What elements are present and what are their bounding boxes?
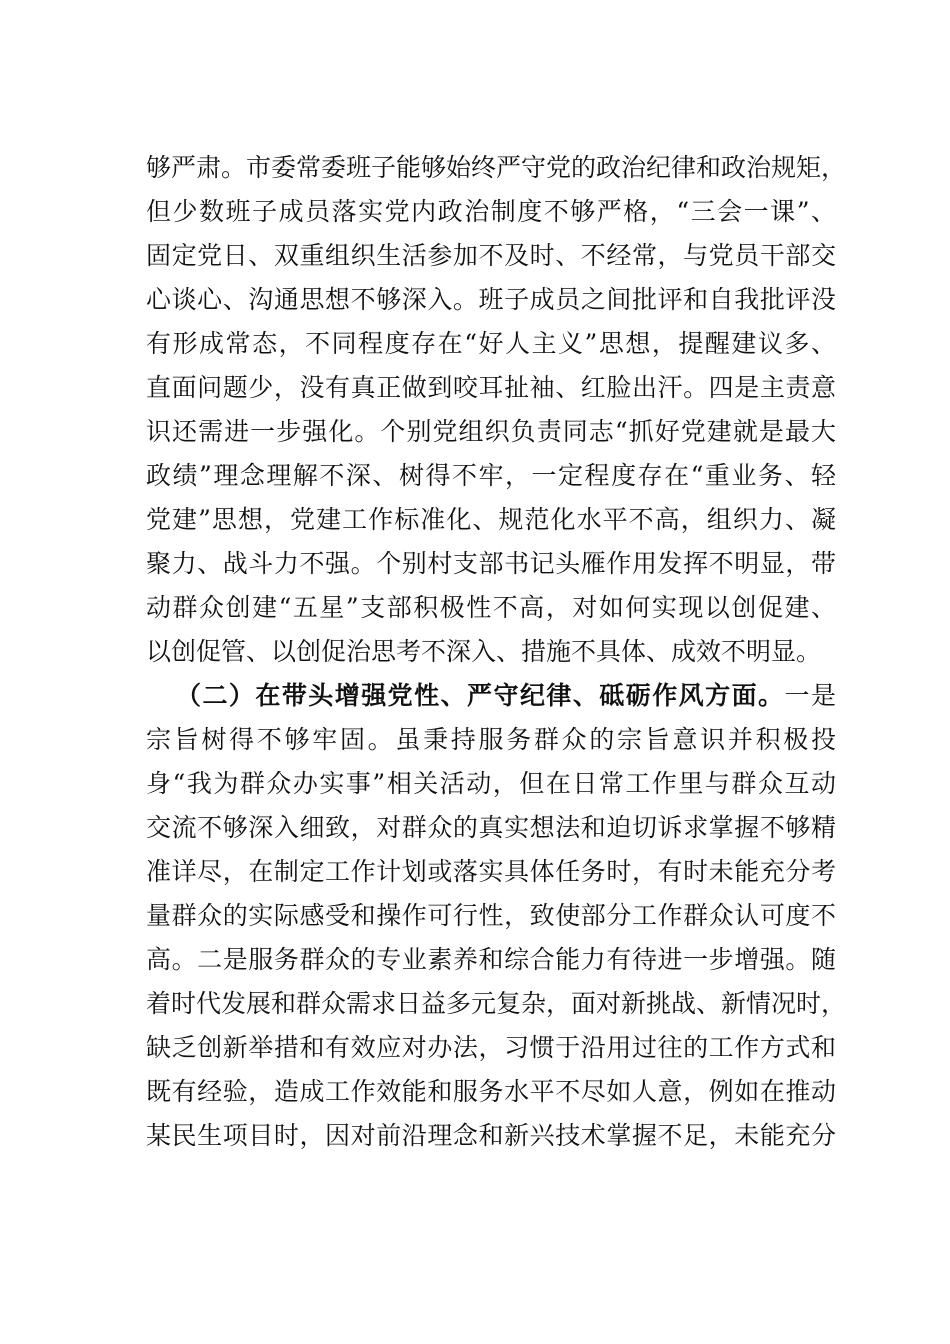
- text-line: 以创促管、以创促治思考不深入、措施不具体、成效不明显。: [146, 637, 822, 666]
- text-line: 心谈心、沟通思想不够深入。班子成员之间批评和自我批评没: [146, 285, 836, 314]
- section-heading-line: [146, 674, 836, 718]
- text-line: 既有经验，造成工作效能和服务水平不尽如人意，例如在推动: [146, 1077, 836, 1106]
- section-heading: （二）在带头增强党性、严守纪律、砥砺作风方面。: [176, 681, 785, 710]
- text-line: 直面问题少，没有真正做到咬耳扯袖、红脸出汗。四是主责意: [146, 373, 836, 402]
- text-line: 聚力、战斗力不强。个别村支部书记头雁作用发挥不明显，带: [146, 549, 836, 578]
- text-line: 着时代发展和群众需求日益多元复杂，面对新挑战、新情况时，: [146, 989, 847, 1018]
- text-line: 宗旨树得不够牢固。虽秉持服务群众的宗旨意识并积极投: [146, 725, 836, 754]
- text-line: 够严肃。市委常委班子能够始终严守党的政治纪律和政治规矩，: [146, 153, 847, 182]
- text-line: 准详尽，在制定工作计划或落实具体任务时，有时未能充分考: [146, 857, 836, 886]
- text-line: 交流不够深入细致，对群众的真实想法和迫切诉求掌握不够精: [146, 813, 836, 842]
- text-line: 有形成常态，不同程度存在“好人主义”思想，提醒建议多、: [146, 329, 836, 358]
- section-heading-rest: 一是: [784, 681, 836, 710]
- text-line: 某民生项目时，因对前沿理念和新兴技术掌握不足，未能充分: [146, 1121, 836, 1150]
- text-line: 身“我为群众办实事”相关活动，但在日常工作里与群众互动: [146, 769, 836, 798]
- body-text: [146, 146, 847, 1158]
- text-line: 固定党日、双重组织生活参加不及时、不经常，与党员干部交: [146, 241, 836, 270]
- text-line: 党建”思想，党建工作标准化、规范化水平不高，组织力、凝: [146, 505, 836, 534]
- text-line: 政绩”理念理解不深、树得不牢，一定程度存在“重业务、轻: [146, 461, 836, 490]
- text-line: 量群众的实际感受和操作可行性，致使部分工作群众认可度不: [146, 901, 836, 930]
- text-line: 高。二是服务群众的专业素养和综合能力有待进一步增强。随: [146, 945, 836, 974]
- text-line: 缺乏创新举措和有效应对办法，习惯于沿用过往的工作方式和: [146, 1033, 836, 1062]
- text-line: 动群众创建“五星”支部积极性不高，对如何实现以创促建、: [146, 593, 836, 622]
- text-line: 但少数班子成员落实党内政治制度不够严格，“三会一课”、: [146, 197, 836, 226]
- text-line: 识还需进一步强化。个别党组织负责同志“抓好党建就是最大: [146, 417, 836, 446]
